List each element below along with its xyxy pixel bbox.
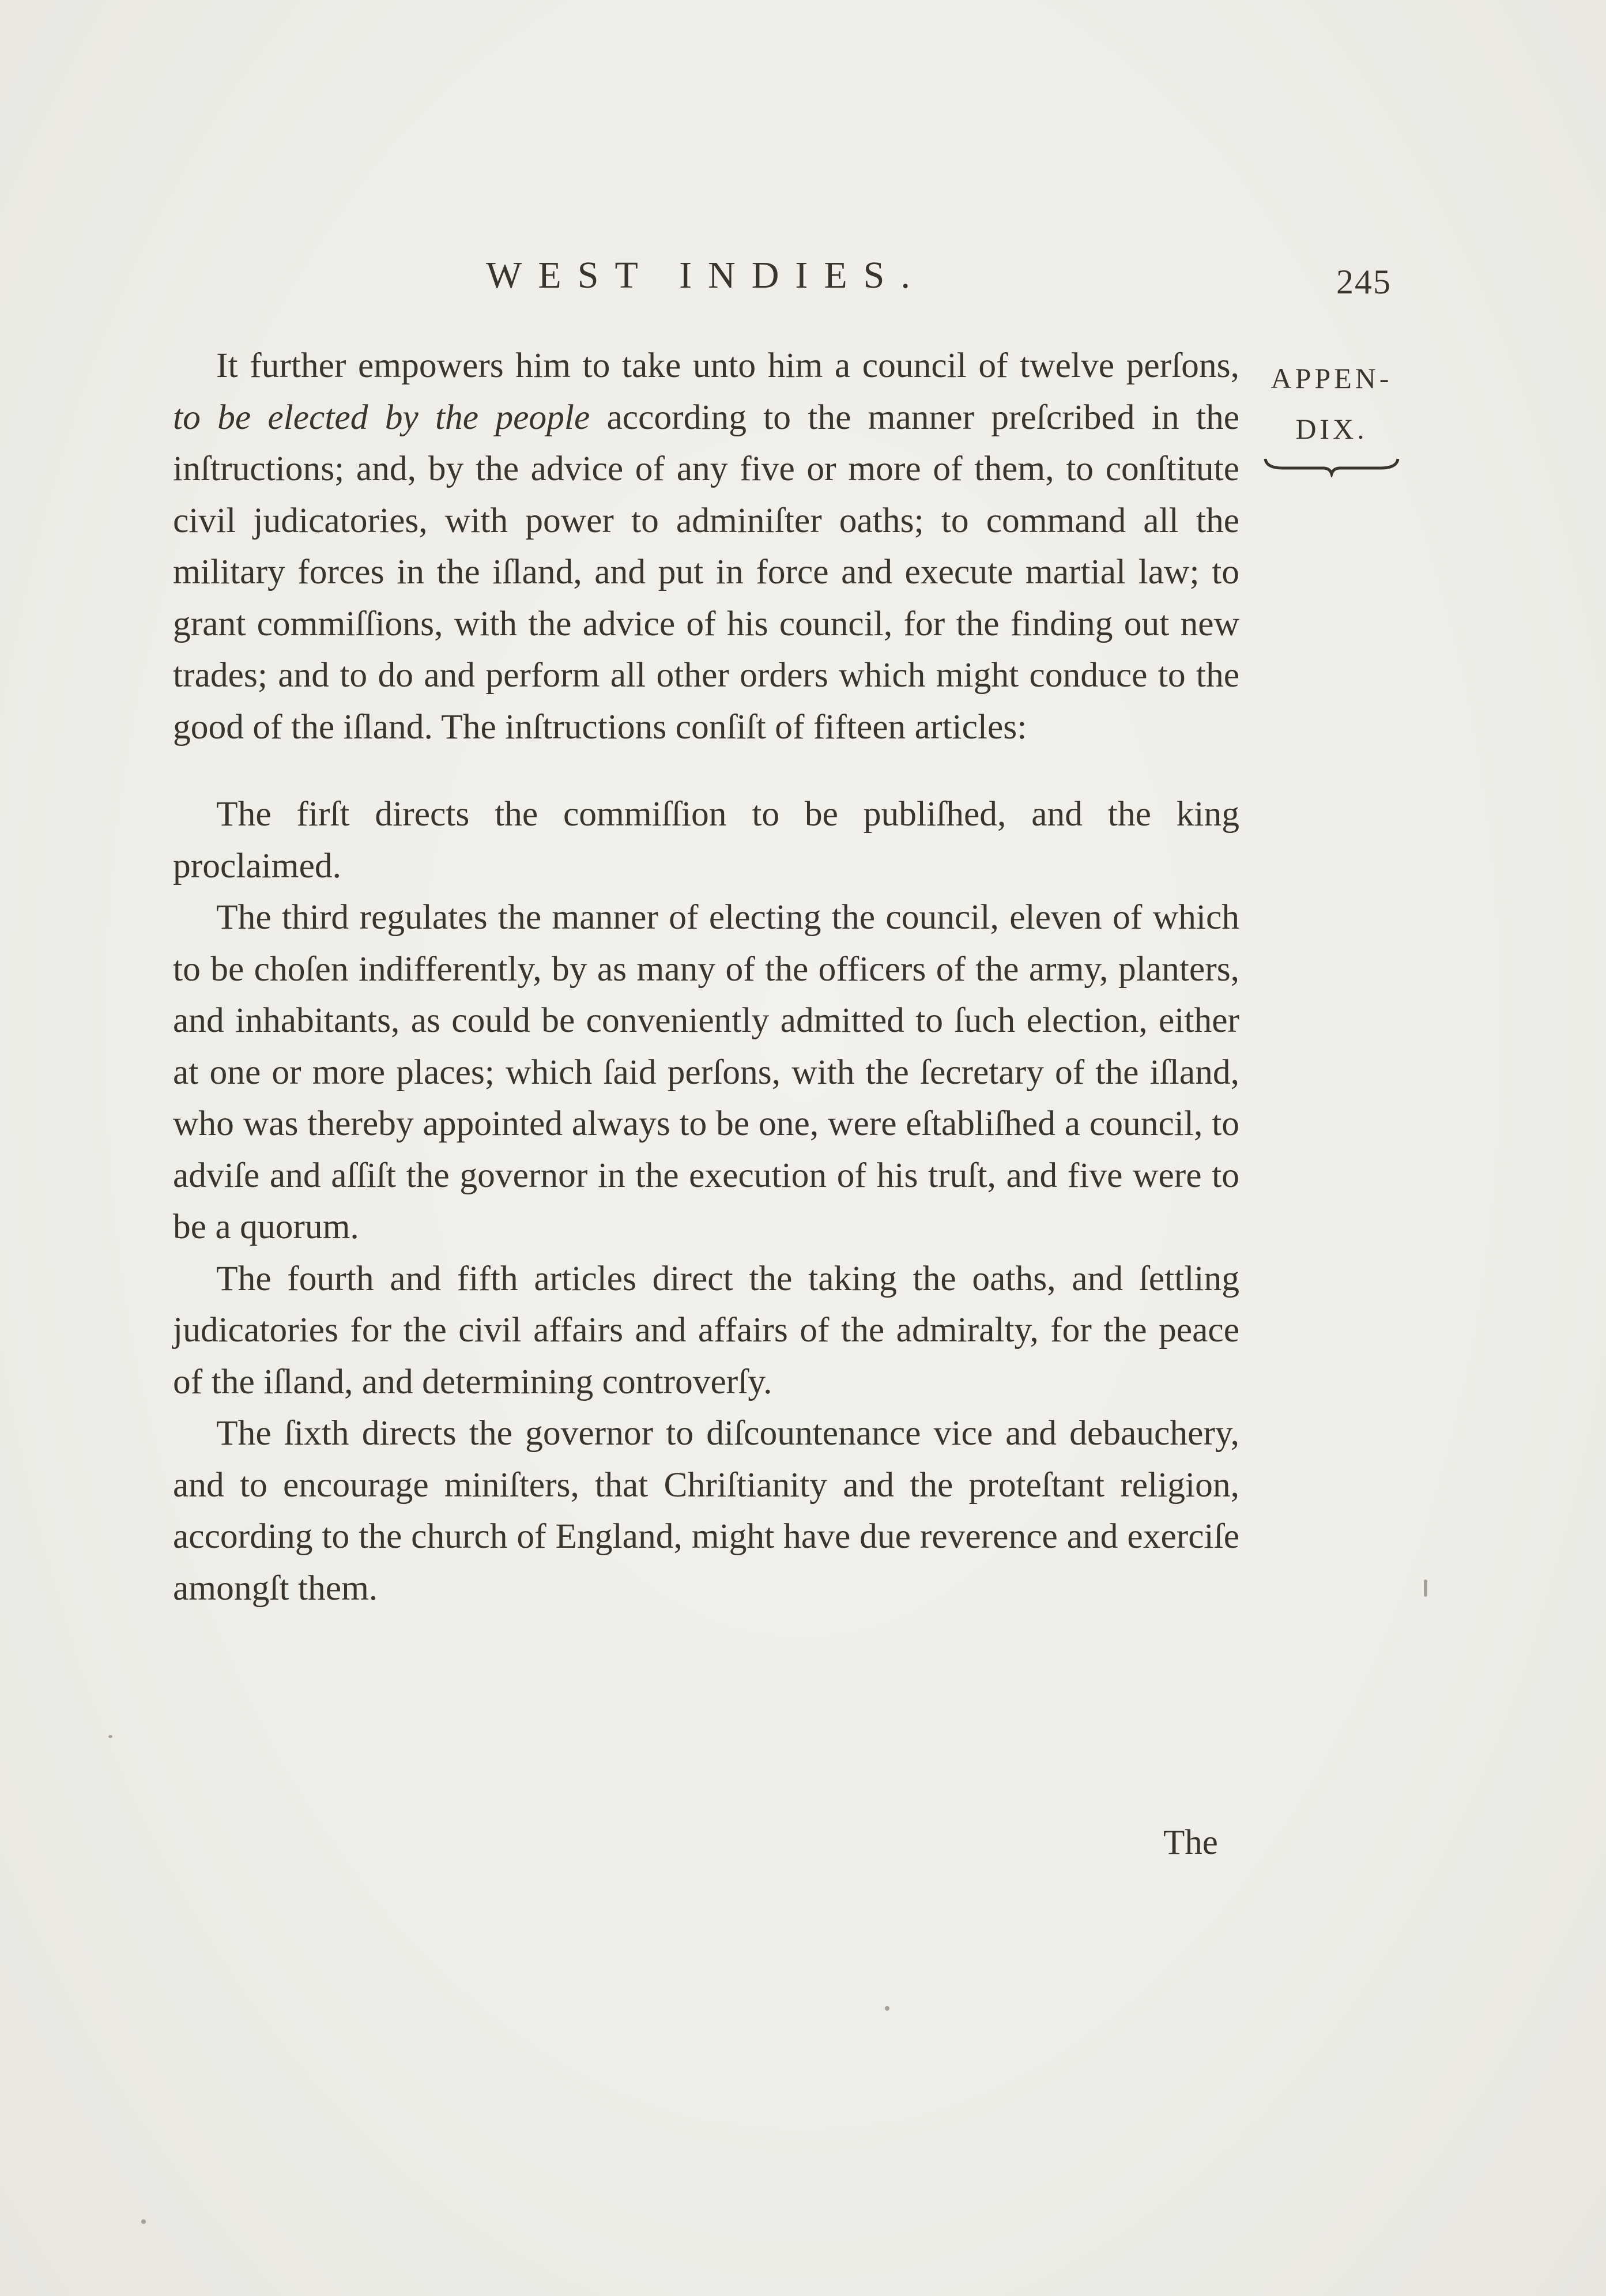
paragraph-2: The firſt directs the commiſſion to be publiſhed, and the king proclaimed. (173, 794, 1239, 885)
paper-speck (885, 2006, 889, 2011)
paragraph-1 (173, 340, 1239, 753)
paper-speck (108, 1735, 112, 1738)
brace-ornament (1260, 454, 1404, 477)
paragraph-3: The third regulates the manner of electing the council, eleven of which to be choſen indifferently, by as many of the officers of the army, planters, and inhabitants, as could be conveniently admitted to ſuch election, either at one or more places; which ſaid perſons, with the ſecretary of the iſland, who was thereby appointed always to be one, were eſtabliſhed a council, to adviſe and aſſiſt the governor in the execution of his truſt, and five were to be a quorum. (173, 898, 1239, 1246)
paper-speck (1424, 1579, 1427, 1597)
paragraph-1-text-a: It further empowers him to take unto him a council of twelve perſons, (216, 346, 1239, 385)
paragraph-4: The fourth and fifth articles direct the taking the oaths, and ſettling judicatories for the civil affairs and affairs of the admiralty, for the peace of the iſland, and determining controverſy. (173, 1258, 1239, 1401)
page-number: 245 (1336, 263, 1392, 301)
marginal-note-line-1: APPEN- (1271, 362, 1393, 394)
marginal-note (1254, 353, 1409, 477)
running-head-title: WEST INDIES. (486, 254, 926, 296)
catchword: The (1163, 1823, 1218, 1862)
paragraph-1-italic: to be elected by the people (173, 397, 590, 437)
paragraph-5: The ſixth directs the governor to diſcountenance vice and debauchery, and to encourage miniſters, that Chriſtianity and the proteſtant religion, according to the church of England, might have due reverence and exerciſe amongſt them. (173, 1413, 1239, 1608)
paragraph-1-text-b: according to the manner preſcribed in the inſtructions; and, by the advice of any five or more of them, to conſtitute civil judicatories, with power to adminiſter oaths; to command all the military forces in the iſland, and put in force and execute martial law; to grant commiſſions, with the advice of his council, for the finding out new trades; and to do and perform all other orders which might conduce to the good of the iſland. The inſtructions conſiſt of fifteen articles: (173, 397, 1239, 747)
paper-speck (141, 2219, 146, 2224)
body-text (173, 340, 1239, 1614)
marginal-note-line-2: DIX. (1295, 413, 1368, 445)
